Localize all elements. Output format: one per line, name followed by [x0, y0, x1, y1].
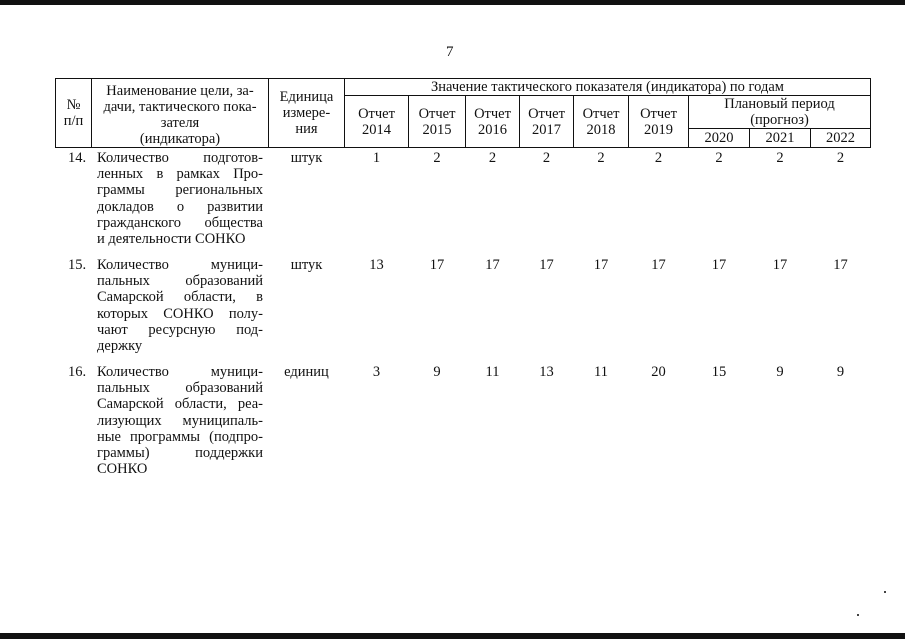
row-value: 2: [488, 150, 497, 166]
page-number: 7: [446, 44, 454, 60]
row-value: 11: [485, 364, 500, 380]
header-year-2020: 2020: [704, 130, 734, 146]
row-value: 17: [429, 257, 445, 273]
header-report-2015: Отчет 2015: [418, 106, 456, 138]
header-values-title: Значение тактического показателя (индикатора) по годам: [431, 79, 784, 95]
row-value: 9: [776, 364, 784, 380]
header-planned-period: Плановый период (прогноз): [724, 96, 835, 128]
row-value: 2: [836, 150, 845, 166]
row-value: 17: [593, 257, 609, 273]
row-value: 17: [539, 257, 554, 273]
row-unit: штук: [290, 150, 323, 166]
header-name: Наименование цели, за- дачи, тактического пока- зателя (индикатора): [103, 83, 257, 147]
scan-speck: [857, 614, 859, 616]
row-value: 13: [539, 364, 554, 380]
row-value: 3: [372, 364, 381, 380]
row-num: 15.: [68, 257, 87, 273]
scan-bottom-border: [0, 633, 905, 639]
row-value: 17: [651, 257, 666, 273]
scan-speck: [884, 591, 886, 593]
header-year-2021: 2021: [765, 130, 795, 146]
table-right-border: [870, 78, 871, 148]
row-unit: штук: [290, 257, 323, 273]
row-indicator-name: Количество муници- пальных образований Самарской области, в которых СОНКО полу- чают ресурсную под- держку: [97, 257, 263, 355]
row-unit: единиц: [284, 364, 329, 380]
header-unit: Единица измере- ния: [279, 89, 334, 137]
row-value: 11: [594, 364, 608, 380]
row-value: 20: [651, 364, 666, 380]
row-value: 2: [776, 150, 784, 166]
header-num: № п/п: [63, 97, 84, 129]
row-num: 16.: [68, 364, 87, 380]
header-report-2014: Отчет 2014: [358, 106, 395, 138]
row-value: 2: [715, 150, 723, 166]
header-report-2018: Отчет 2018: [582, 106, 620, 138]
header-year-2022: 2022: [826, 130, 855, 146]
row-indicator-name: Количество подготов- ленных в рамках Про- граммы региональных докладов о развитии гражданского общества и деятельности СОНКО: [97, 150, 263, 248]
row-value: 9: [836, 364, 845, 380]
planned-divider: [688, 128, 871, 129]
row-value: 2: [542, 150, 551, 166]
row-value: 17: [833, 257, 848, 273]
row-value: 2: [654, 150, 663, 166]
row-value: 15: [711, 364, 727, 380]
row-value: 2: [597, 150, 605, 166]
row-value: 1: [372, 150, 381, 166]
row-value: 13: [369, 257, 384, 273]
row-value: 9: [433, 364, 441, 380]
row-value: 17: [485, 257, 500, 273]
row-num: 14.: [68, 150, 87, 166]
header-report-2016: Отчет 2016: [474, 106, 511, 138]
header-report-2017: Отчет 2017: [528, 106, 565, 138]
row-value: 17: [711, 257, 727, 273]
header-report-2019: Отчет 2019: [640, 106, 677, 138]
row-value: 2: [433, 150, 441, 166]
row-value: 17: [772, 257, 788, 273]
scan-top-border: [0, 0, 905, 5]
row-indicator-name: Количество муници- пальных образований Самарской области, реа- лизующих муниципаль- ные программы (подпро- граммы) поддержки СОНКО: [97, 364, 263, 478]
